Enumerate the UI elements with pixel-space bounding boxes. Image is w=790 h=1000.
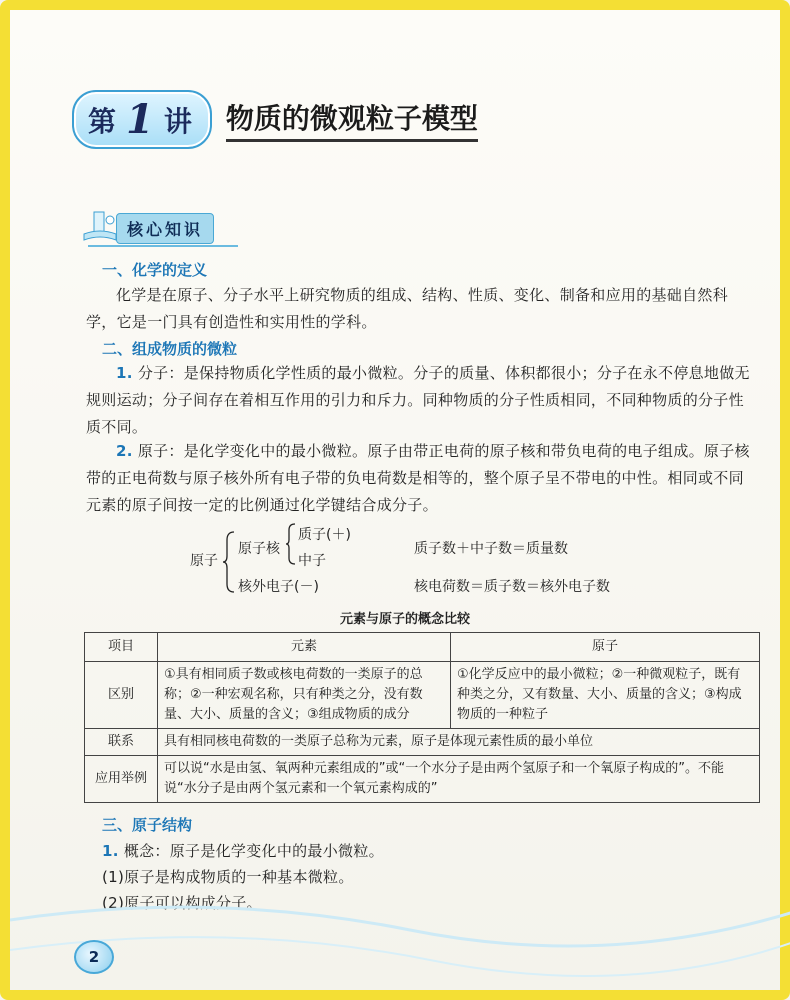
section1-heading: 一、化学的定义 [102, 261, 208, 279]
table-row [85, 756, 760, 803]
section3-para2: (1)原子是构成物质的一种基本微粒。 [102, 868, 354, 886]
section2-para2 [86, 438, 758, 519]
header-item: 项目 [85, 633, 158, 662]
neutron-label: 中子 [298, 553, 326, 569]
electron-label: 核外电子(－) [238, 579, 319, 595]
para1-text: 分子：是保持物质化学性质的最小微粒。分子的质量、体积都很小；分子在永不停息地做无规则运动；分子间存在着相互作用的引力和斥力。同种物质的分子性质相同，不同种物质的分子性质不同。 [86, 364, 750, 436]
brace-icon [222, 530, 236, 594]
header-element: 元素 [158, 633, 451, 662]
para2-text: 原子：是化学变化中的最小微粒。原子由带正电荷的原子核和带负电荷的电子组成。原子核带的正电荷数与原子核外所有电子带的负电荷数是相等的，整个原子呈不带电的中性。相同或不同元素的原子间按一定的比例通过化学键结合成分子。 [86, 442, 750, 514]
row-label: 应用举例 [85, 756, 158, 803]
core-knowledge-header [82, 210, 214, 246]
atom-cell: ①化学反应中的最小微粒；②一种微观粒子，既有种类之分，又有数量、大小、质量的含义；③构成物质的一种粒子 [451, 662, 760, 729]
para1-number: 1. [116, 364, 133, 382]
section3-para1 [102, 838, 742, 865]
mass-number-equation: 质子数＋中子数＝质量数 [414, 541, 568, 557]
wave-decoration [10, 880, 790, 990]
merged-cell: 具有相同核电荷数的一类原子总称为元素，原子是体现元素性质的最小单位 [158, 729, 760, 756]
section2-para1 [86, 360, 758, 441]
para2-number: 2. [116, 442, 133, 460]
table-header-row [85, 633, 760, 662]
row-label: 联系 [85, 729, 158, 756]
element-cell: ①具有相同质子数或核电荷数的一类原子的总称；②一种宏观名称，只有种类之分，没有数量、大小、质量的含义；③组成物质的成分 [158, 662, 451, 729]
table-title: 元素与原子的概念比较 [339, 612, 470, 627]
nucleus-label: 原子核 [238, 541, 280, 557]
comparison-table [84, 632, 760, 803]
atom-label: 原子 [190, 553, 218, 569]
chapter-number: 1 [126, 96, 154, 143]
chapter-title [72, 90, 478, 149]
core-knowledge-label: 核心知识 [116, 213, 214, 244]
table-row [85, 729, 760, 756]
chapter-name: 物质的微观粒子模型 [226, 97, 478, 142]
table-row [85, 662, 760, 729]
chapter-suffix: 讲 [163, 104, 192, 138]
merged-cell: 可以说“水是由氢、氧两种元素组成的”或“一个水分子是由两个氢原子和一个氧原子构成的”。不能说“水分子是由两个氢元素和一个氧元素构成的” [158, 756, 760, 803]
section3-para1-number: 1. [102, 842, 119, 860]
section1-text: 化学是在原子、分子水平上研究物质的组成、结构、性质、变化、制备和应用的基础自然科学，它是一门具有创造性和实用性的学科。 [86, 286, 729, 331]
core-underline [88, 245, 238, 247]
proton-label: 质子(＋) [298, 527, 351, 543]
header-atom: 原子 [451, 633, 760, 662]
section3-para1-text: 概念：原子是化学变化中的最小微粒。 [123, 842, 384, 860]
book-icon [82, 210, 120, 246]
section3-para3: (2)原子可以构成分子。 [102, 894, 262, 912]
brace-icon [285, 522, 297, 566]
chapter-prefix: 第 [88, 104, 117, 138]
chapter-badge [72, 90, 212, 149]
page-number: 2 [74, 940, 114, 974]
charge-equation: 核电荷数＝质子数＝核外电子数 [414, 579, 610, 595]
section2-heading: 二、组成物质的微粒 [102, 340, 238, 358]
row-label: 区别 [85, 662, 158, 729]
section3-heading: 三、原子结构 [102, 816, 193, 834]
